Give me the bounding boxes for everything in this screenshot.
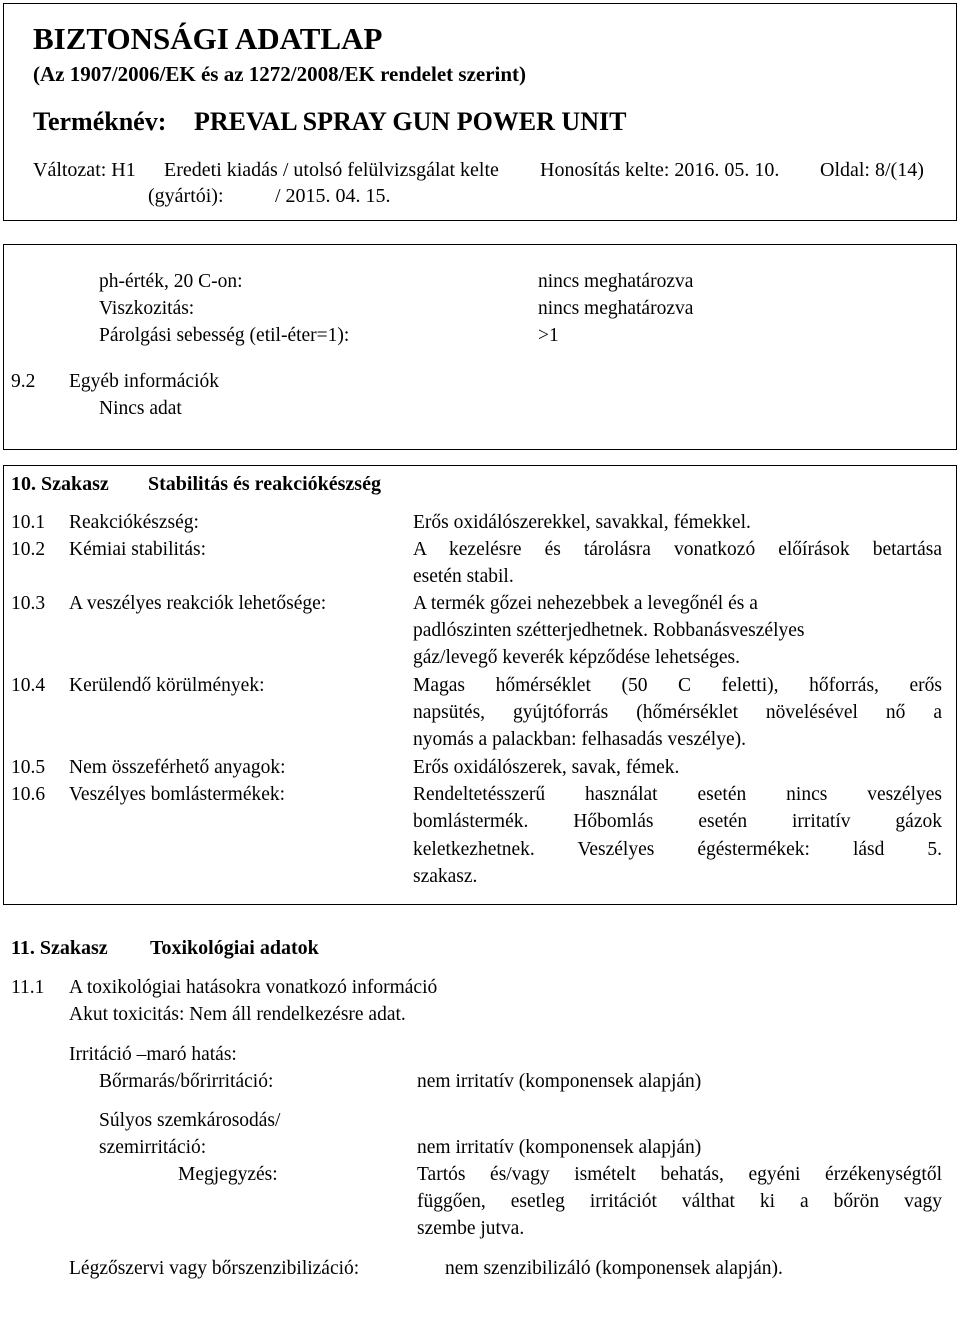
note-line-2: függően, esetleg irritációt válthat ki a bőrön vagy [417,1191,942,1212]
item-10-4-label: Kerülendő körülmények: [69,675,265,696]
document-subtitle: (Az 1907/2006/EK és az 1272/2008/EK rendelet szerint) [33,62,527,86]
item-10-1-value: Erős oxidálószerekkel, savakkal, fémekkel. [413,512,751,533]
ph-label: ph-érték, 20 C-on: [99,271,243,292]
item-10-4-line-3: nyomás a palackban: felhasadás veszélye). [413,729,746,750]
version: Változat: H1 [33,159,136,181]
item-10-3-line-3: gáz/levegő keverék képződése lehetséges. [413,647,741,668]
issue-label-1: Eredeti kiadás / utolsó felülvizsgálat kelte [164,159,499,181]
item-10-6-label: Veszélyes bomlástermékek: [69,784,286,805]
subsection-11-1-title: A toxikológiai hatásokra vonatkozó információ [69,977,438,998]
item-10-1-num: 10.1 [11,512,46,533]
irritation-title: Irritáció –maró hatás: [69,1044,237,1065]
item-10-6-line-4: szakasz. [413,866,478,887]
eye-damage-label-2: szemirritáció: [99,1137,207,1158]
sensitisation-label: Légzőszervi vagy bőrszenzibilizáció: [69,1258,360,1279]
item-10-5-label: Nem összeférhető anyagok: [69,757,286,778]
item-10-2-num: 10.2 [11,539,46,560]
evaporation-label: Párolgási sebesség (etil-éter=1): [99,325,350,346]
page-number: Oldal: 8/(14) [820,159,924,181]
section-11-heading-title: Toxikológiai adatok [150,937,319,959]
item-10-5-value: Erős oxidálószerek, savak, fémek. [413,757,680,778]
subsection-9-2-value: Nincs adat [99,398,182,419]
item-10-4-num: 10.4 [11,675,46,696]
document-title: BIZTONSÁGI ADATLAP [33,21,383,56]
item-10-2-line-1: A kezelésre és tárolásra vonatkozó előírások betartása [413,539,942,560]
item-10-2-line-2: esetén stabil. [413,566,514,587]
item-10-6-line-1: Rendeltetésszerű használat esetén nincs veszélyes [413,784,942,805]
item-10-3-line-2: padlószinten szétterjedhetnek. Robbanásveszélyes [413,620,805,641]
approval-date: Honosítás kelte: 2016. 05. 10. [540,159,780,181]
item-10-3-line-1: A termék gőzei nehezebbek a levegőnél és a [413,593,758,614]
sensitisation-value: nem szenzibilizáló (komponensek alapján). [445,1258,783,1279]
skin-irritation-label: Bőrmarás/bőrirritáció: [99,1071,274,1092]
item-10-4-line-1: Magas hőmérséklet (50 C feletti), hőforrás, erős [413,675,942,696]
subsection-11-1-num: 11.1 [11,977,45,998]
acute-toxicity: Akut toxicitás: Nem áll rendelkezésre adat. [69,1004,406,1025]
subsection-9-2-num: 9.2 [11,371,36,392]
section-10-heading-title: Stabilitás és reakciókészség [148,473,381,495]
note-line-1: Tartós és/vagy ismételt behatás, egyéni érzékenységtől [417,1164,942,1185]
item-10-1-label: Reakciókészség: [69,512,199,533]
item-10-4-line-2: napsütés, gyújtóforrás (hőmérséklet növelésével nő a [413,702,942,723]
product-label: Terméknév: [33,107,167,136]
item-10-3-num: 10.3 [11,593,46,614]
item-10-2-label: Kémiai stabilitás: [69,539,207,560]
subsection-9-2-title: Egyéb információk [69,371,219,392]
section-11-heading-num: 11. Szakasz [11,937,108,959]
item-10-6-num: 10.6 [11,784,46,805]
skin-irritation-value: nem irritatív (komponensek alapján) [417,1071,702,1092]
issue-date: / 2015. 04. 15. [275,185,391,207]
ph-value: nincs meghatározva [538,271,694,292]
note-label: Megjegyzés: [178,1164,278,1185]
product-name: PREVAL SPRAY GUN POWER UNIT [194,107,627,136]
note-line-3: szembe jutva. [417,1218,525,1239]
item-10-5-num: 10.5 [11,757,46,778]
eye-damage-value: nem irritatív (komponensek alapján) [417,1137,702,1158]
item-10-6-line-2: bomlástermék. Hőbomlás esetén irritatív gázok [413,811,942,832]
viscosity-label: Viszkozitás: [99,298,195,319]
issue-label-2: (gyártói): [148,185,224,207]
item-10-6-line-3: keletkezhetnek. Veszélyes égéstermékek: lásd 5. [413,839,942,860]
item-10-3-label: A veszélyes reakciók lehetősége: [69,593,327,614]
viscosity-value: nincs meghatározva [538,298,694,319]
eye-damage-label-1: Súlyos szemkárosodás/ [99,1110,281,1131]
section-10-heading-num: 10. Szakasz [11,473,109,495]
evaporation-value: >1 [538,325,559,346]
